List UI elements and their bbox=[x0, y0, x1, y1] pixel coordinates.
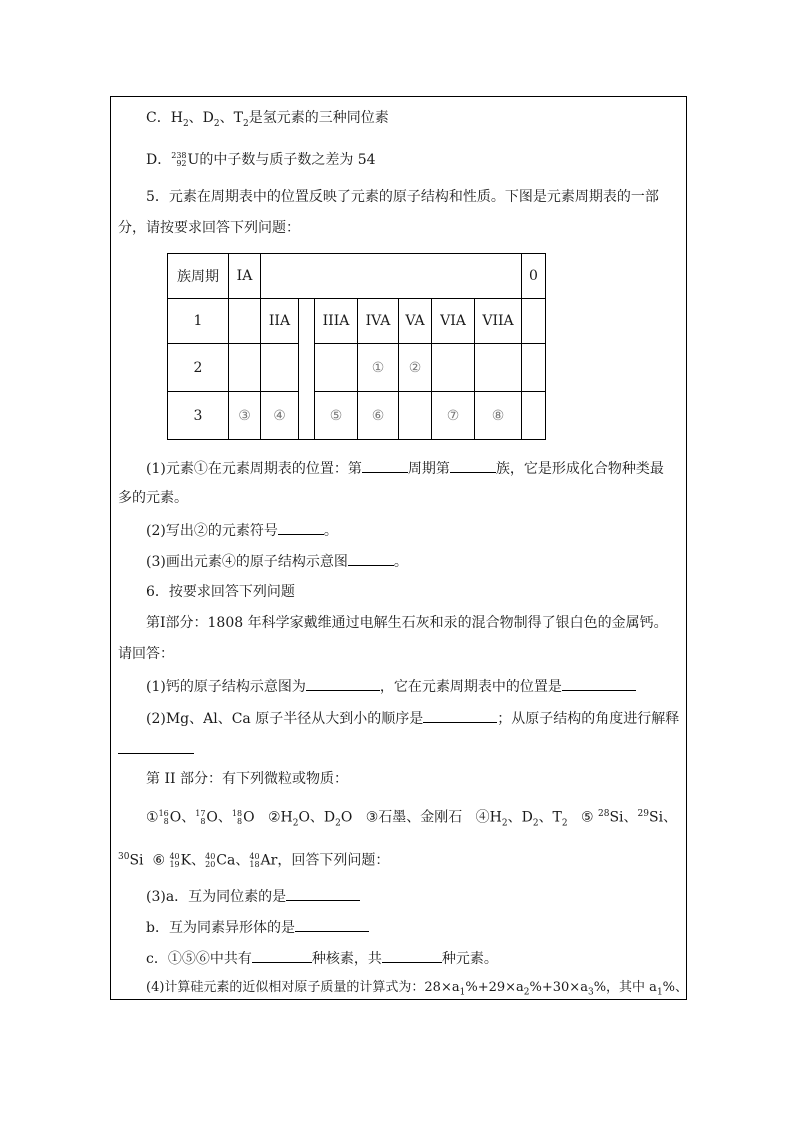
transition-gap bbox=[299, 299, 315, 440]
element-1: ① bbox=[358, 344, 399, 392]
group-0-header: 0 bbox=[522, 254, 546, 299]
q6-sub2-cont bbox=[118, 739, 194, 759]
q5-sub1-cont: 多的元素。 bbox=[118, 490, 188, 506]
q6-sub2: (2)Mg、Al、Ca 原子半径从大到小的顺序是 ；从原子结构的角度进行解释 bbox=[146, 708, 679, 728]
corner-cell: 族周期 bbox=[168, 254, 229, 299]
option-c: C．$H_2$、$D_2$、$T_2$是氢元素的三种同位素 bbox=[146, 110, 389, 129]
q6-part1-line2: 请回答： bbox=[118, 646, 174, 662]
q6-sub1: (1)钙的原子结构示意图为 ，它在元素周期表中的位置是 bbox=[146, 676, 636, 696]
answer-blank[interactable] bbox=[286, 886, 360, 901]
element-6: ⑥ bbox=[358, 392, 399, 440]
element-8: ⑧ bbox=[475, 392, 522, 440]
element-4: ④ bbox=[261, 392, 299, 440]
answer-blank[interactable] bbox=[362, 458, 408, 473]
element-7: ⑦ bbox=[432, 392, 475, 440]
header-span bbox=[261, 254, 522, 299]
group-ia-header: IA bbox=[229, 254, 261, 299]
answer-blank[interactable] bbox=[306, 676, 380, 691]
period-1: 1 bbox=[168, 299, 229, 344]
answer-blank[interactable] bbox=[295, 917, 369, 932]
period-3: 3 bbox=[168, 392, 229, 440]
answer-blank[interactable] bbox=[278, 520, 324, 535]
answer-blank[interactable] bbox=[348, 551, 394, 566]
q6-sub3a: (3)a．互为同位素的是 bbox=[146, 886, 360, 906]
answer-blank[interactable] bbox=[450, 458, 496, 473]
q5-sub3: (3)画出元素④的原子结构示意图 。 bbox=[146, 551, 408, 571]
element-2: ② bbox=[399, 344, 432, 392]
group-via: VIA bbox=[432, 299, 475, 344]
q6-items-line1: ① 16 8 O、 17 8 O、 18 8 O $②H_2O$、$D_2O$ ③石墨、金刚石 $④H_2$、$D_2$、$T_2$ ⑤ $^{28}$Si、$^{29}$Si、 bbox=[146, 808, 678, 829]
group-va: VA bbox=[399, 299, 432, 344]
group-viia: VIIA bbox=[475, 299, 522, 344]
q6-sub3c: c．①⑤⑥中共有 种核素，共 种元素。 bbox=[146, 948, 498, 968]
answer-blank[interactable] bbox=[423, 708, 497, 723]
q5-intro-line1: 5．元素在周期表中的位置反映了元素的原子结构和性质。下图是元素周期表的一部 bbox=[146, 189, 659, 205]
periodic-table bbox=[167, 253, 546, 440]
q6-part2: 第 II 部分：有下列微粒或物质： bbox=[146, 771, 348, 787]
q5-intro-line2: 分，请按要求回答下列问题： bbox=[118, 220, 300, 236]
group-iia: IIA bbox=[261, 299, 299, 344]
q5-sub2: (2)写出②的元素符号 。 bbox=[146, 520, 338, 540]
answer-blank[interactable] bbox=[382, 948, 442, 963]
q5-sub1: (1)元素①在元素周期表的位置：第 周期第 族，它是形成化合物种类最 bbox=[146, 458, 664, 478]
element-5: ⑤ bbox=[315, 392, 358, 440]
q6-part1-line1: 第Ⅰ部分：1808 年科学家戴维通过电解生石灰和汞的混合物制得了银白色的金属钙。 bbox=[146, 615, 668, 631]
q6-items-line2: $^{30}$Si ⑥ 40 19 K、 40 20 Ca、 40 18 Ar，回答下列问题： bbox=[118, 851, 390, 869]
q6-sub3b: b．互为同素异形体的是 bbox=[146, 917, 369, 937]
answer-blank[interactable] bbox=[252, 948, 312, 963]
option-d: D． 238 92 U的中子数与质子数之差为 54 bbox=[146, 151, 376, 168]
q6-sub4: (4)计算硅元素的近似相对原子质量的计算式为：$28\times a_1\%+29\times a_2\%+30\times a_3\%$，其中 $a_1\%$、 bbox=[146, 980, 689, 998]
group-iiia: IIIA bbox=[315, 299, 358, 344]
answer-blank[interactable] bbox=[562, 676, 636, 691]
period-2: 2 bbox=[168, 344, 229, 392]
answer-blank[interactable] bbox=[118, 739, 194, 754]
element-3: ③ bbox=[229, 392, 261, 440]
group-iva: IVA bbox=[358, 299, 399, 344]
uranium-nuclide: 238 92 bbox=[171, 151, 187, 168]
q6-title: 6．按要求回答下列问题 bbox=[146, 584, 295, 600]
